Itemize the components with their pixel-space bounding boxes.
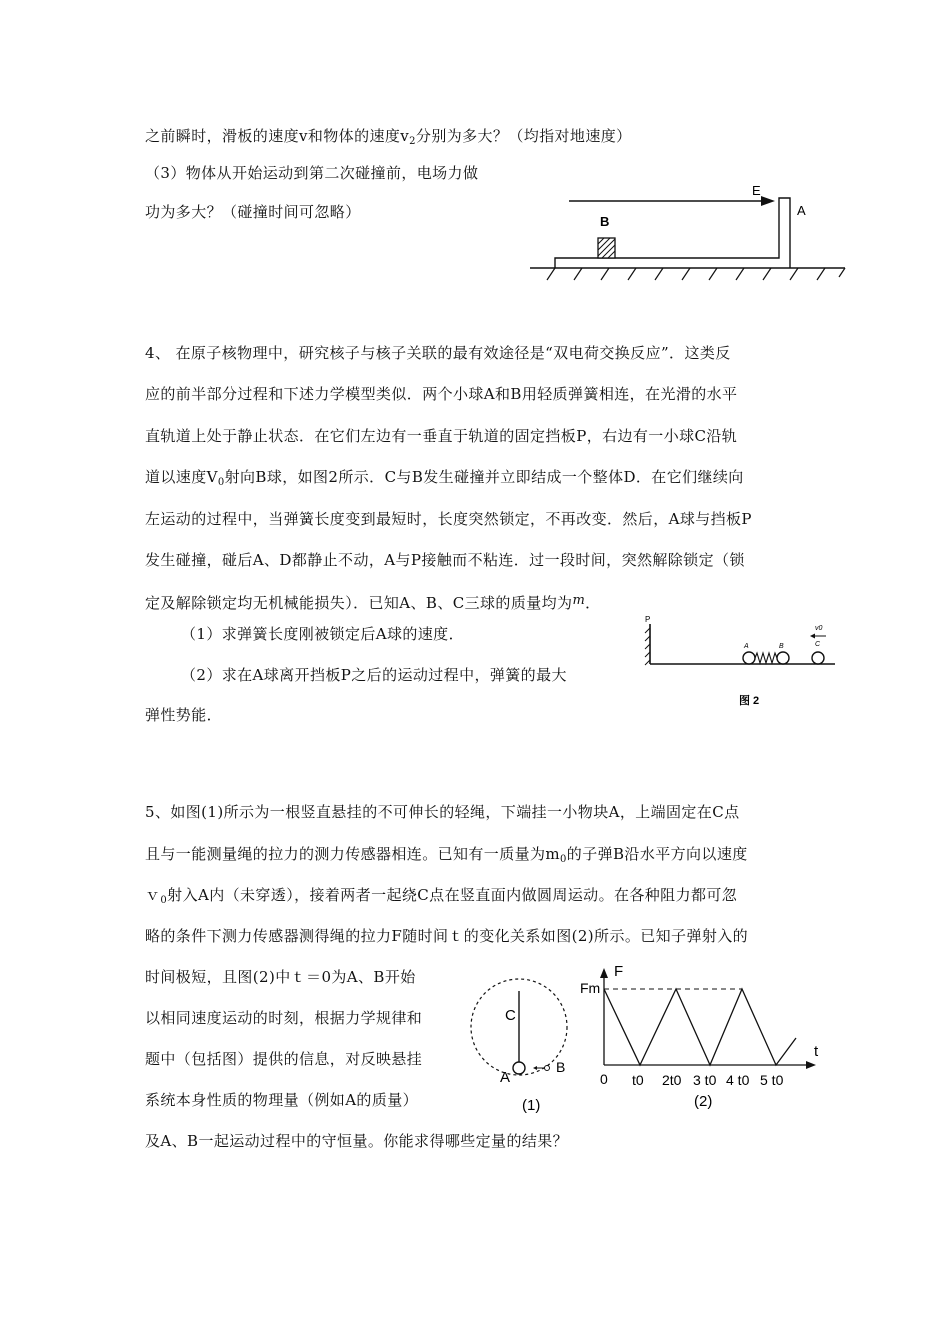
q5-line-5: 时间极短，且图(2)中ｔ＝0为A、B开始 xyxy=(145,968,416,986)
ball-b xyxy=(777,652,789,664)
q4-sub-question-1: （1）求弹簧长度刚被锁定后A球的速度． xyxy=(181,625,464,643)
q5-line-6: 以相同速度运动的时刻，根据力学规律和 xyxy=(145,1009,423,1027)
ball-c xyxy=(812,652,824,664)
figure-1-caption: (1) xyxy=(522,1097,541,1114)
q4-line-7-text-a: 定及解除锁定均无机械能损失）．已知A、B、C三球的质量均为 xyxy=(145,594,573,612)
m0-subscript: 0 xyxy=(560,854,567,865)
q4-line-7-text-b: ． xyxy=(585,594,601,612)
q5-line-9: 及A、B一起运动过程中的守恒量。你能求得哪些定量的结果？ xyxy=(145,1132,569,1150)
field-arrowhead xyxy=(761,196,775,206)
q4-line-4-text-b: 射向B球，如图2所示．C与B发生碰撞并立即结成一个整体D．在它们继续向 xyxy=(224,468,744,486)
q5-line-8: 系统本身性质的物理量（例如A的质量） xyxy=(145,1091,419,1109)
q4-line-4 xyxy=(145,467,744,487)
bullet-arrowhead xyxy=(533,1066,537,1070)
fm-label: Fm xyxy=(580,980,601,996)
bullet-label-b: B xyxy=(556,1059,566,1075)
q5-line-2-text-b: 的子弹B沿水平方向以速度 xyxy=(566,845,748,863)
mass-symbol-m: m xyxy=(572,593,586,608)
v0-subscript: 0 xyxy=(217,477,225,488)
q3-line-1 xyxy=(145,126,632,146)
q5-figure-2 xyxy=(580,958,830,1123)
q5-line-3-text-a: ｖ xyxy=(145,886,161,904)
ground-hatching xyxy=(547,268,845,280)
q5-line-2-text-a: 且与一能测量绳的拉力的测力传感器相连。已知有一质量为m xyxy=(145,845,561,863)
q4-line-3: 直轨道上处于静止状态．在它们左边有一垂直于轨道的固定挡板P，右边有一小球C沿轨 xyxy=(145,427,738,445)
board-outline xyxy=(555,198,790,268)
f-axis-arrowhead xyxy=(600,968,608,978)
q4-line-5: 左运动的过程中，当弹簧长度变到最短时，长度突然锁定，不再改变．然后，A球与挡板P xyxy=(145,510,752,528)
q3-line-3: 功为多大？（碰撞时间可忽略） xyxy=(145,203,361,221)
q5-line-1: 5、如图(1)所示为一根竖直悬挂的不可伸长的轻绳，下端挂一小物块A，上端固定在C点 xyxy=(145,803,740,821)
tick-5t0: 5 t0 xyxy=(760,1072,784,1088)
v0-subscript: 0 xyxy=(160,895,168,906)
ball-label-b: B xyxy=(779,643,784,650)
ball-label-a: A xyxy=(744,643,749,650)
q5-line-7: 题中（包括图）提供的信息，对反映悬挂 xyxy=(145,1050,423,1068)
block-a xyxy=(513,1062,525,1074)
q5-line-3-text-b: 射入A内（未穿透），接着两者一起绕C点在竖直面内做圆周运动。在各种阻力都可忽 xyxy=(167,886,738,904)
q3-line-1-text-b: 分别为多大？（均指对地速度） xyxy=(415,127,632,145)
q4-line-4-text-a: 道以速度V xyxy=(145,468,218,486)
t-axis-arrowhead xyxy=(806,1061,816,1069)
q4-figure-2 xyxy=(640,612,840,714)
figure-2-caption: 图 2 xyxy=(739,695,760,707)
f-axis-label: F xyxy=(614,963,624,980)
q4-line-2: 应的前半部分过程和下述力学模型类似．两个小球A和B用轻质弹簧相连，在光滑的水平 xyxy=(145,385,738,403)
q4-sub-question-2-cont: 弹性势能． xyxy=(145,706,223,724)
block-label-b: B xyxy=(600,214,610,229)
q3-figure-board xyxy=(527,178,852,288)
q5-line-3 xyxy=(145,885,737,905)
tick-4t0: 4 t0 xyxy=(726,1072,750,1088)
ball-label-c: C xyxy=(815,641,821,648)
field-label-e: E xyxy=(752,183,761,198)
q5-line-4: 略的条件下测力传感器测得绳的拉力F随时间ｔ的变化关系如图(2)所示。已知子弹射入的 xyxy=(145,927,749,945)
t-axis-label: t xyxy=(814,1043,819,1060)
board-label-a: A xyxy=(797,203,806,218)
pivot-label-c: C xyxy=(505,1007,516,1024)
q4-sub-question-2: （2）求在A球离开挡板P之后的运动过程中，弹簧的最大 xyxy=(181,666,567,684)
q3-line-2: （3）物体从开始运动到第二次碰撞前，电场力做 xyxy=(145,164,479,182)
tick-2t0: 2t0 xyxy=(662,1072,682,1088)
origin-label: 0 xyxy=(600,1071,608,1087)
tick-t0: t0 xyxy=(632,1072,644,1088)
q4-line-6: 发生碰撞，碰后A、D都静止不动，A与P接触而不粘连．过一段时间，突然解除锁定（锁 xyxy=(145,551,745,569)
spring xyxy=(755,653,777,663)
q5-line-2 xyxy=(145,844,748,864)
q3-line-1-text-a: 之前瞬时，滑板的速度v和物体的速度v xyxy=(145,127,410,145)
velocity-arrowhead xyxy=(810,634,815,639)
velocity-label-v0: v0 xyxy=(815,625,823,632)
q4-line-7 xyxy=(145,591,601,613)
v2-subscript: 2 xyxy=(409,136,416,147)
block-label-a: A xyxy=(500,1069,511,1086)
force-curve xyxy=(604,989,796,1065)
q5-figure-1 xyxy=(470,960,580,1120)
q4-line-1: 4、 在原子核物理中，研究核子与核子关联的最有效途径是“双电荷交换反应”．这类反 xyxy=(145,344,731,362)
bullet-b xyxy=(545,1066,550,1071)
ball-a xyxy=(743,652,755,664)
figure-2-caption-q5: (2) xyxy=(694,1093,713,1110)
wall-label-p: P xyxy=(645,615,651,624)
tick-3t0: 3 t0 xyxy=(693,1072,717,1088)
